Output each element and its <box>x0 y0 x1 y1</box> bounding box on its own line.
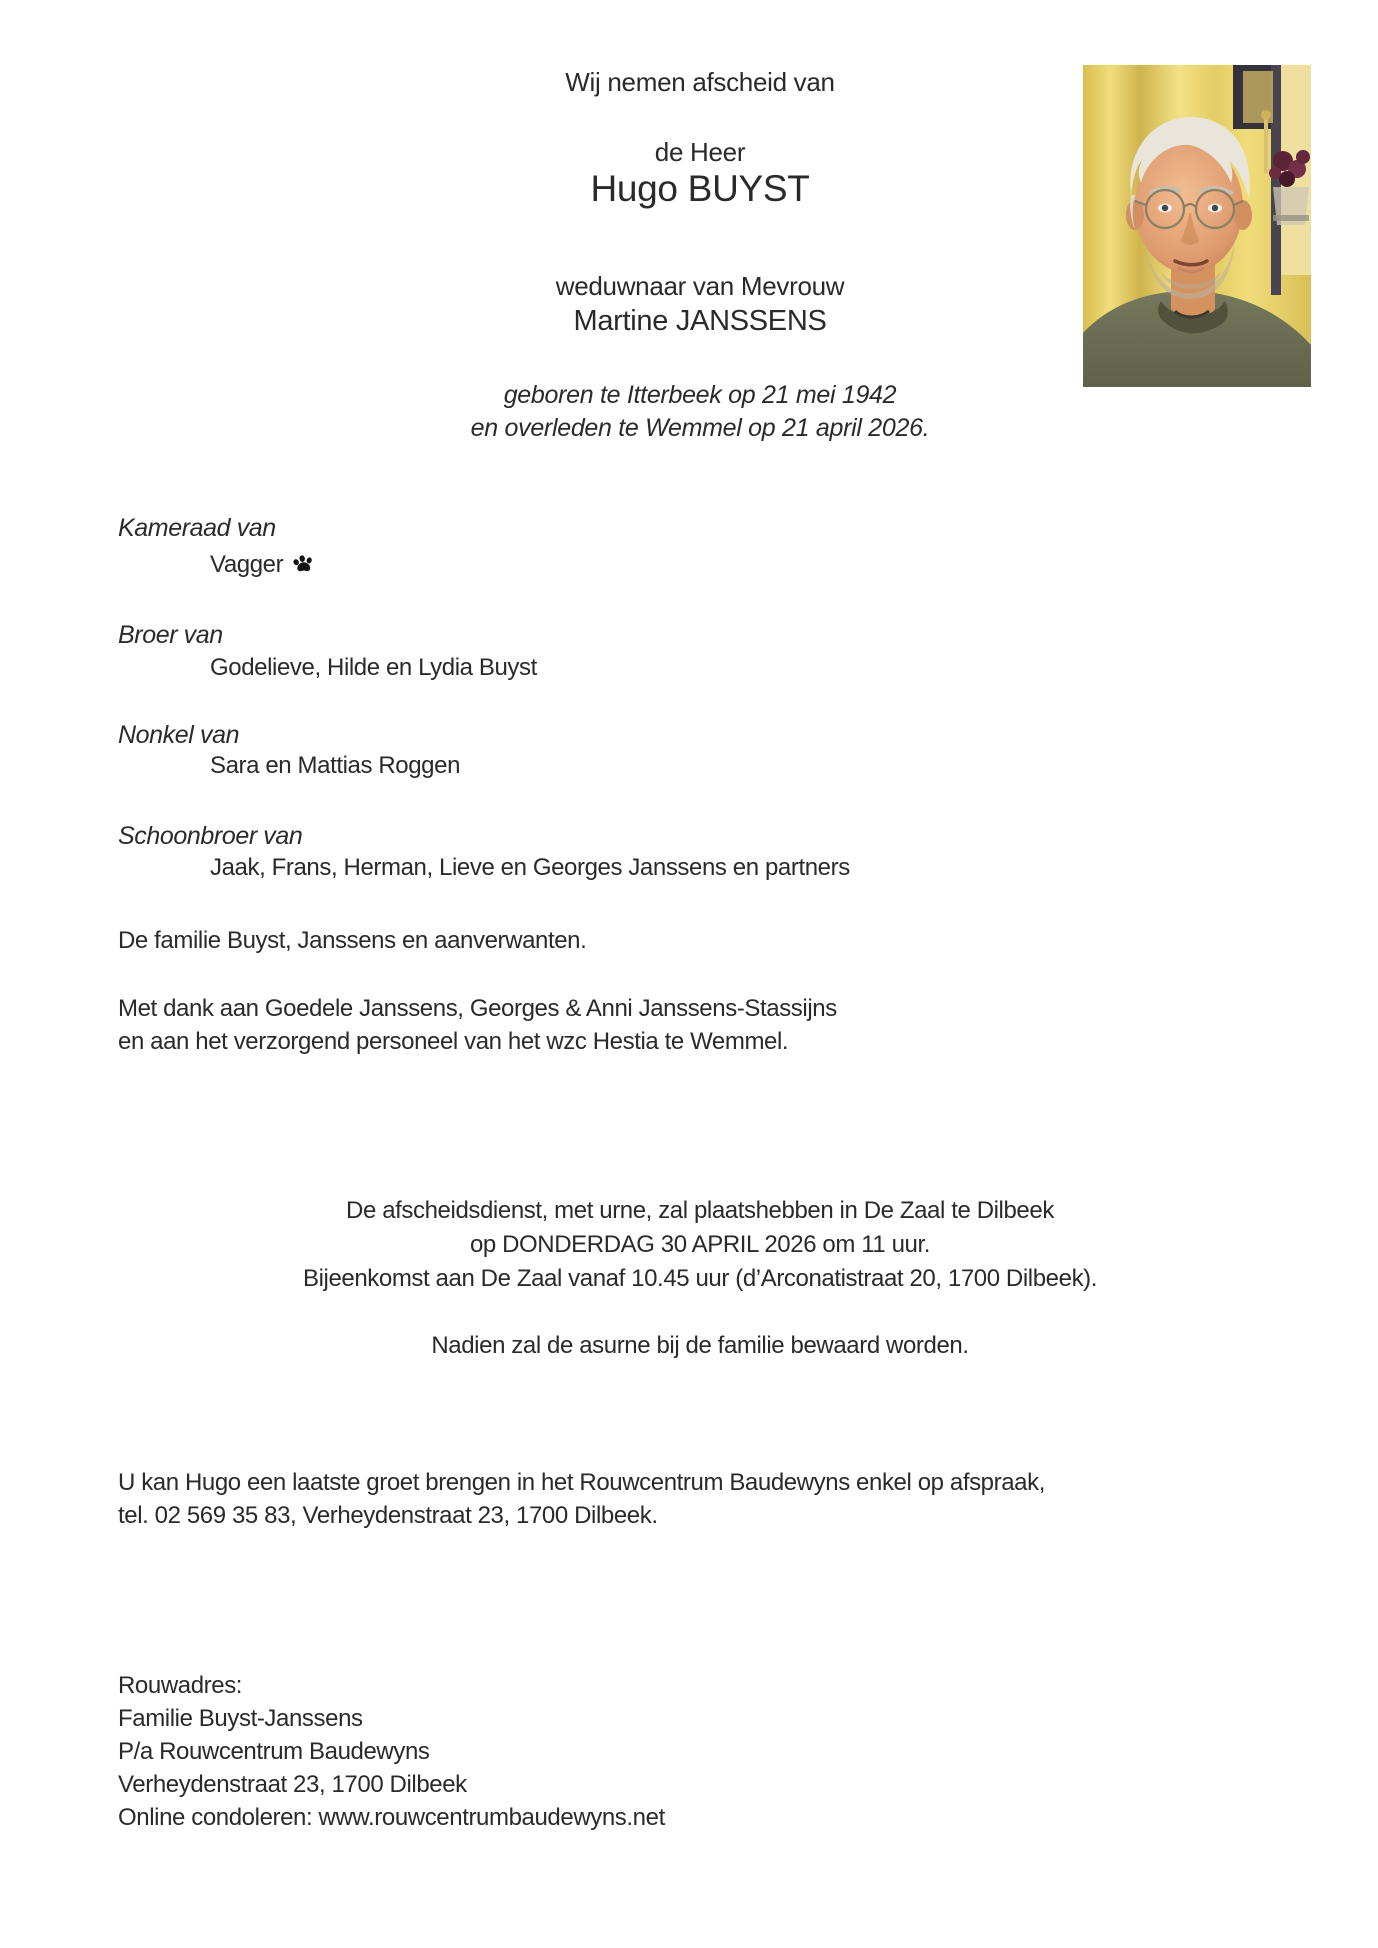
relation-names-broer: Godelieve, Hilde en Lydia Buyst <box>210 654 537 681</box>
family-line: De familie Buyst, Janssens en aanverwanten. <box>118 927 587 954</box>
portrait-photo <box>1083 65 1311 387</box>
relation-names-kameraad <box>210 551 315 581</box>
honorific-line: de Heer <box>654 137 746 167</box>
relation-names-text: Vagger <box>210 551 284 578</box>
mourning-address-line-1: Familie Buyst-Janssens <box>118 1705 363 1732</box>
relation-label-schoonbroer: Schoonbroer van <box>118 822 303 850</box>
visitation-line-1: U kan Hugo een laatste groet brengen in het Rouwcentrum Baudewyns enkel op afspraak, <box>118 1469 1045 1496</box>
visitation-block <box>118 1466 1045 1532</box>
spouse-name: Martine JANSSENS <box>573 305 827 337</box>
mourning-address-label: Rouwadres: <box>118 1672 243 1699</box>
urn-line: Nadien zal de asurne bij de familie bewaard worden. <box>431 1332 969 1359</box>
ceremony-line-3: Bijeenkomst aan De Zaal vanaf 10.45 uur (d’Arconatistraat 20, 1700 Dilbeek). <box>302 1265 1098 1292</box>
mourning-address-line-3: Verheydenstraat 23, 1700 Dilbeek <box>118 1771 467 1798</box>
thanks-block <box>118 992 837 1058</box>
died-line: en overleden te Wemmel op 21 april 2026. <box>470 414 930 442</box>
relation-label-broer: Broer van <box>118 621 223 649</box>
mourning-address-line-2: P/a Rouwcentrum Baudewyns <box>118 1738 430 1765</box>
opening-line: Wij nemen afscheid van <box>565 67 835 97</box>
ceremony-line-2: op DONDERDAG 30 APRIL 2026 om 11 uur. <box>469 1231 931 1258</box>
visitation-line-2: tel. 02 569 35 83, Verheydenstraat 23, 1700 Dilbeek. <box>118 1502 658 1529</box>
paw-print-icon <box>292 553 315 581</box>
mourning-address-block <box>118 1669 665 1834</box>
ceremony-block <box>0 1194 1378 1296</box>
born-line: geboren te Itterbeek op 21 mei 1942 <box>503 381 897 409</box>
relation-label-kameraad: Kameraad van <box>118 514 276 542</box>
mourning-address-line-4: Online condoleren: www.rouwcentrumbaudewyns.net <box>118 1804 665 1831</box>
widower-line: weduwnaar van Mevrouw <box>555 271 845 301</box>
ceremony-line-1: De afscheidsdienst, met urne, zal plaatshebben in De Zaal te Dilbeek <box>346 1197 1054 1224</box>
deceased-name: Hugo BUYST <box>590 168 810 209</box>
relation-label-nonkel: Nonkel van <box>118 721 240 749</box>
relation-names-schoonbroer: Jaak, Frans, Herman, Lieve en Georges Janssens en partners <box>210 854 850 881</box>
thanks-line-1: Met dank aan Goedele Janssens, Georges & Anni Janssens-Stassijns <box>118 995 837 1022</box>
thanks-line-2: en aan het verzorgend personeel van het wzc Hestia te Wemmel. <box>118 1028 789 1055</box>
born-died-lines <box>0 379 1378 445</box>
relation-names-nonkel: Sara en Mattias Roggen <box>210 752 461 779</box>
